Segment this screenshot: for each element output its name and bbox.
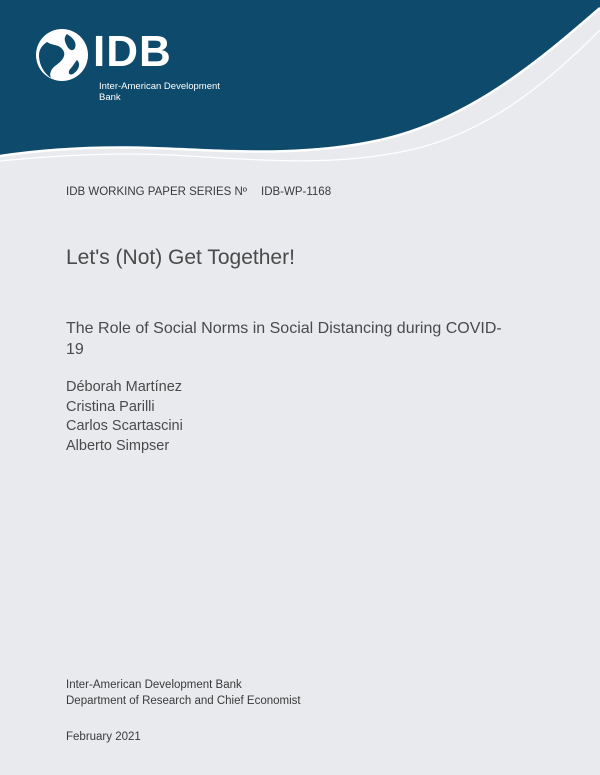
paper-title: Let's (Not) Get Together!	[66, 246, 295, 269]
logo-subtitle: Inter-American Development Bank	[99, 81, 220, 103]
author-name: Carlos Scartascini	[66, 418, 183, 434]
author-name: Alberto Simpser	[66, 437, 170, 454]
author-list	[66, 378, 183, 456]
idb-logo	[33, 26, 220, 103]
publisher-organization: Inter-American Development Bank	[66, 679, 242, 691]
series-label: IDB WORKING PAPER SERIES Nº	[66, 186, 247, 198]
author-name: Cristina Parilli	[66, 398, 155, 415]
header-banner	[0, 0, 600, 190]
author-name: Déborah Martínez	[66, 379, 183, 395]
series-line	[66, 186, 331, 198]
publication-date: February 2021	[66, 731, 141, 743]
globe-icon	[33, 26, 91, 84]
publisher-department: Department of Research and Chief Economist	[66, 695, 301, 707]
paper-subtitle: The Role of Social Norms in Social Distancing during COVID-19	[66, 320, 502, 358]
logo-wordmark: IDB	[93, 27, 172, 76]
publisher-block	[66, 677, 301, 709]
series-number: IDB-WP-1168	[261, 186, 332, 198]
